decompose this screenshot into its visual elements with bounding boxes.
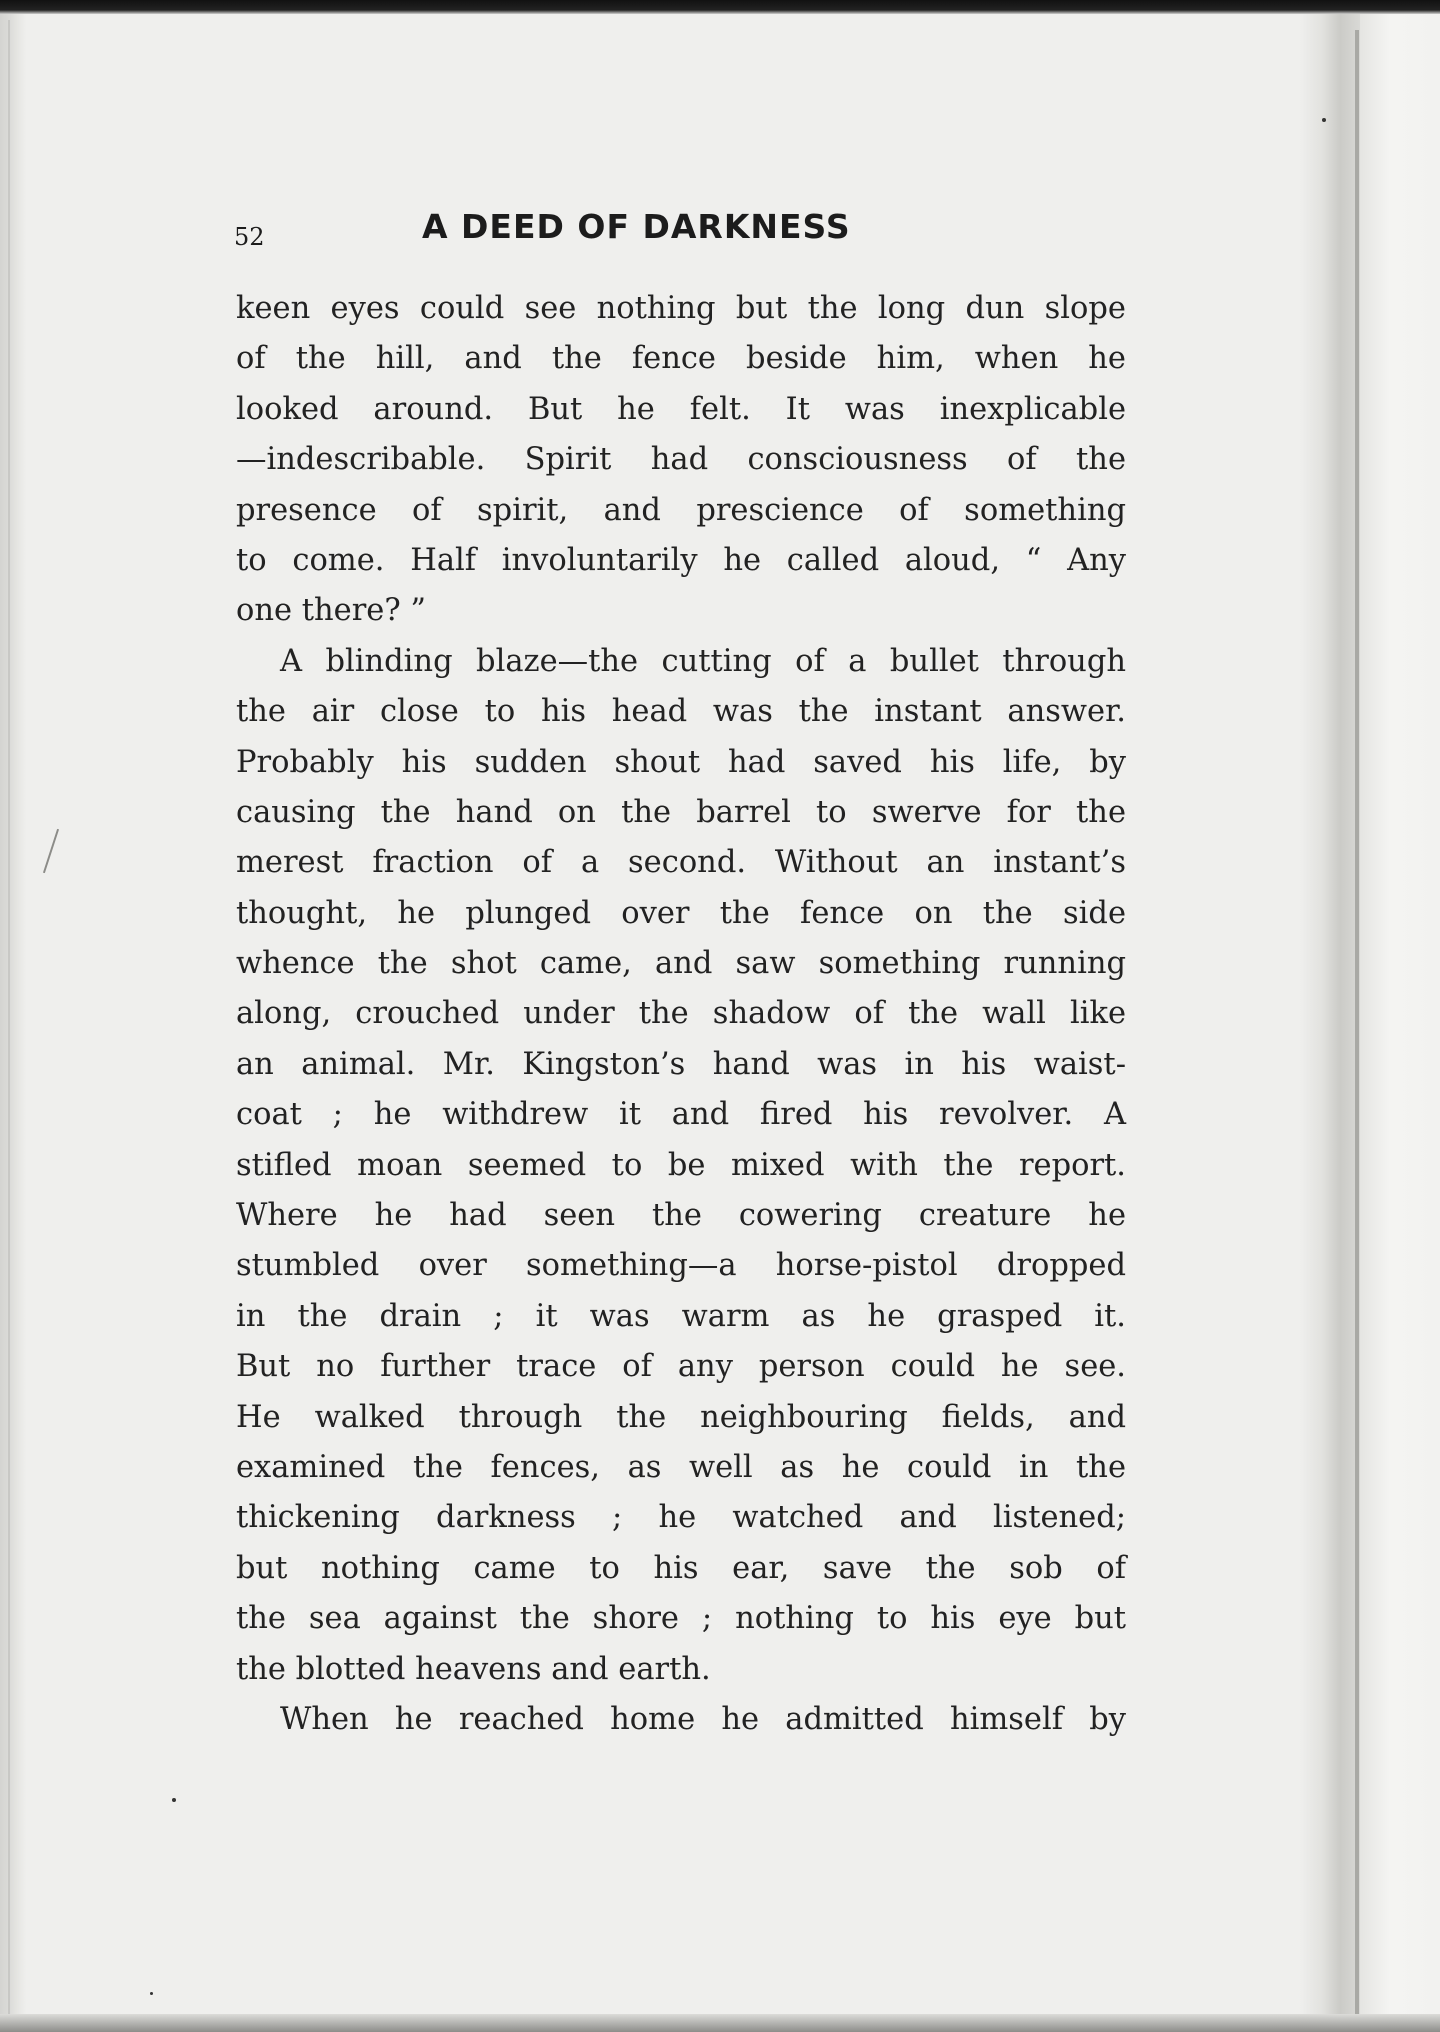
- right-page-edge-shadow: [1300, 14, 1360, 2032]
- text-line: He walked through the neighbouring fields, and: [236, 1399, 1126, 1435]
- text-line: the blotted heavens and earth.: [236, 1651, 711, 1687]
- text-line: an animal. Mr. Kingston’s hand was in his waist-: [236, 1046, 1126, 1082]
- text-line: of the hill, and the fence beside him, when he: [236, 341, 1126, 377]
- margin-pencil-mark: [43, 829, 59, 873]
- running-title: A DEED OF DARKNESS: [422, 207, 851, 246]
- page-number: 52: [234, 223, 265, 251]
- text-line: thickening darkness ; he watched and listened;: [236, 1500, 1126, 1536]
- text-line: causing the hand on the barrel to swerve for the: [236, 794, 1126, 830]
- dust-speck: [1322, 118, 1326, 122]
- dust-speck: [150, 1992, 153, 1995]
- text-line: merest fraction of a second. Without an instant’s: [236, 845, 1126, 881]
- text-line: Probably his sudden shout had saved his life, by: [236, 744, 1126, 780]
- page-header: [234, 203, 1134, 253]
- body-text: [236, 284, 1126, 1745]
- text-line: in the drain ; it was warm as he grasped it.: [236, 1298, 1126, 1334]
- text-line: along, crouched under the shadow of the wall like: [236, 996, 1126, 1032]
- text-line: the sea against the shore ; nothing to his eye but: [236, 1601, 1126, 1637]
- text-line: Where he had seen the cowering creature he: [236, 1198, 1126, 1234]
- text-line: whence the shot came, and saw something running: [236, 946, 1126, 982]
- text-line: looked around. But he felt. It was inexplicable: [236, 391, 1126, 427]
- left-binding-line: [8, 20, 10, 2020]
- text-line: thought, he plunged over the fence on the side: [236, 895, 1126, 931]
- left-page-gutter: [0, 14, 26, 2032]
- text-line: keen eyes could see nothing but the long dun slope: [236, 291, 1126, 326]
- text-line: coat ; he withdrew it and fired his revolver. A: [236, 1097, 1126, 1133]
- dust-speck: [172, 1798, 176, 1802]
- text-line: stumbled over something—a horse-pistol dropped: [236, 1248, 1126, 1284]
- adjacent-page-strip: [1360, 14, 1440, 2032]
- paragraph-start-line: When he reached home he admitted himself by: [280, 1701, 1126, 1737]
- text-line: But no further trace of any person could he see.: [236, 1349, 1126, 1385]
- text-line: presence of spirit, and prescience of something: [236, 492, 1126, 528]
- text-line: to come. Half involuntarily he called aloud, “ Any: [236, 542, 1126, 578]
- bottom-scan-border: [0, 2014, 1440, 2032]
- text-line: one there? ”: [236, 593, 426, 629]
- right-page-edge-line: [1355, 30, 1359, 2020]
- text-line: stifled moan seemed to be mixed with the report.: [236, 1147, 1126, 1183]
- text-line: —indescribable. Spirit had consciousness of the: [236, 442, 1126, 478]
- text-line: the air close to his head was the instant answer.: [236, 694, 1126, 730]
- text-line: examined the fences, as well as he could in the: [236, 1449, 1126, 1485]
- paragraph-start-line: A blinding blaze—the cutting of a bullet through: [280, 643, 1126, 679]
- text-line: but nothing came to his ear, save the sob of: [236, 1550, 1126, 1586]
- top-scan-border: [0, 0, 1440, 14]
